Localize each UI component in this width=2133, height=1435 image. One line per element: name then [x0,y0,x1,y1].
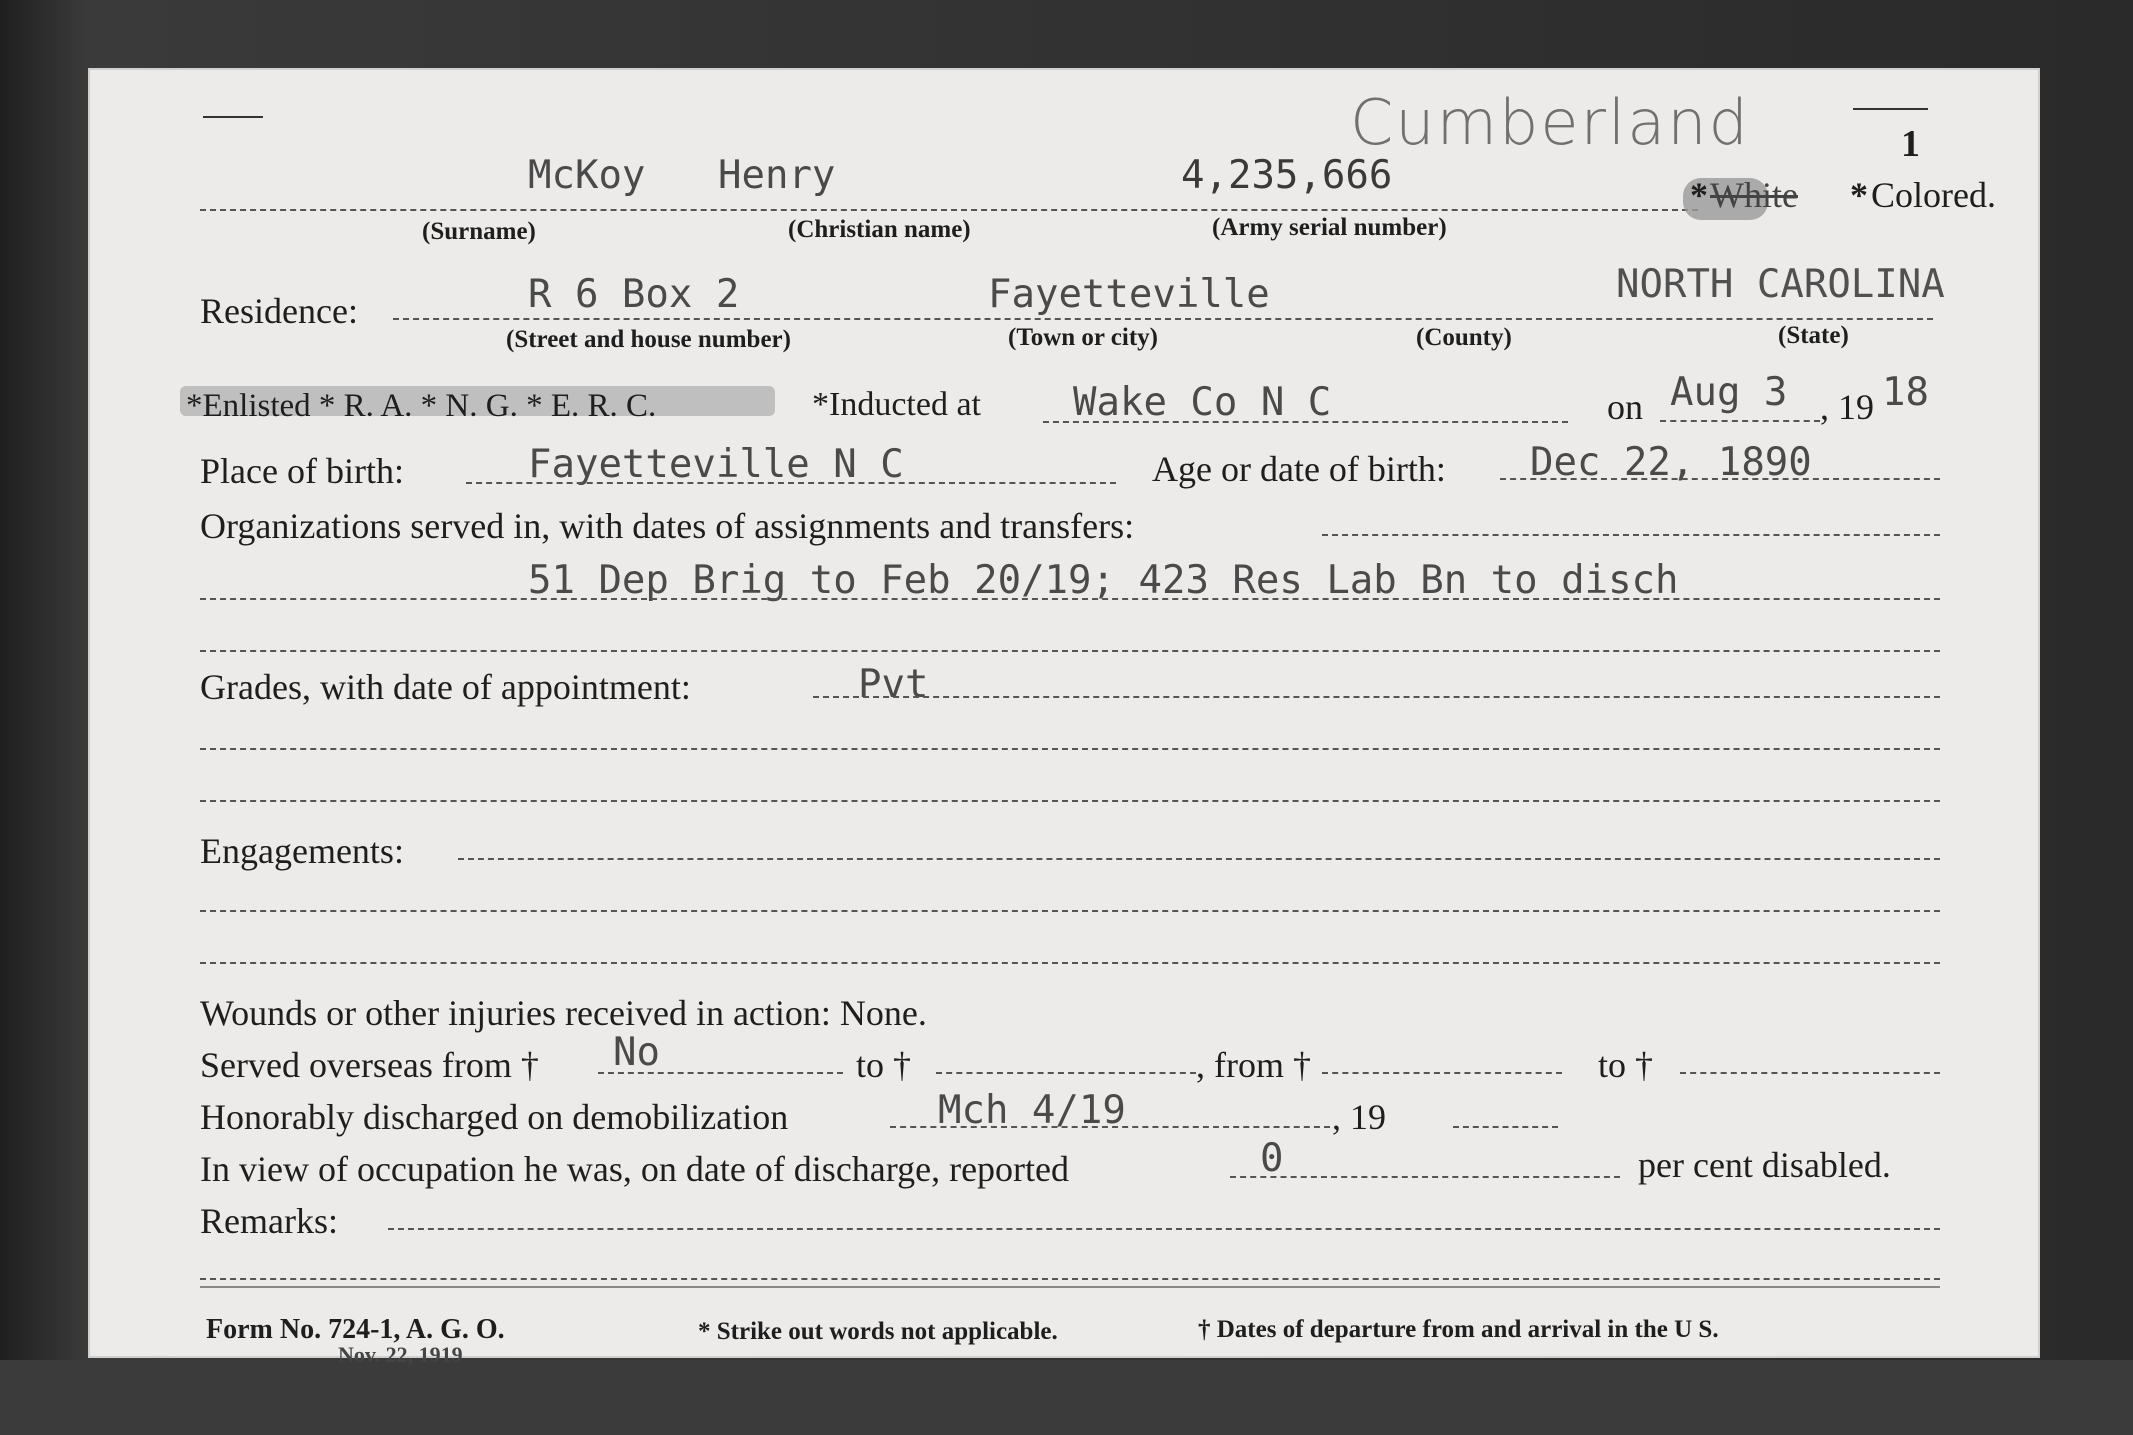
footnote-strike: * Strike out words not applicable. [698,1318,1058,1345]
overseas-from2-line [1322,1072,1562,1074]
overseas-from-value: No [613,1030,660,1075]
remarks-label: Remarks: [200,1201,338,1241]
form-date: Nov. 22, 1919 [338,1342,463,1367]
overseas-from2-label: , from † [1196,1045,1311,1085]
year-prefix: , 19 [1820,387,1874,427]
inducted-at-label: *Inducted at [812,386,981,423]
grades-value: Pvt [858,662,929,707]
name-line [200,209,1698,211]
county-handwritten: Cumberland [1350,86,1750,159]
organizations-value: 51 Dep Brig to Feb 20/19; 423 Res Lab Bn to disch [528,558,1679,603]
overseas-to2-line [1680,1072,1940,1074]
grades-line-3 [200,800,1940,802]
discharge-label: Honorably discharged on demobilization [200,1097,789,1137]
remarks-line-2 [200,1278,1940,1280]
remarks-line-3 [200,1286,1940,1288]
disability-label: In view of occupation he was, on date of discharge, reported [200,1149,1070,1189]
engagements-label: Engagements: [200,831,404,871]
engagements-line-2 [200,910,1940,912]
race-asterisk: * [1690,175,1708,215]
top-left-rule [203,116,263,118]
organizations-line-2 [200,598,1940,600]
induction-date-line [1660,420,1820,422]
disability-suffix: per cent disabled. [1638,1145,1891,1185]
engagements-line-1 [458,858,1940,860]
overseas-to2-label: to † [1598,1045,1654,1085]
scan-bottom-edge [0,1360,2133,1435]
inducted-place-value: Wake Co N C [1073,380,1332,425]
grades-line-1 [813,696,1940,698]
induction-year-value: 18 [1882,370,1929,415]
remarks-line-1 [388,1228,1940,1230]
residence-line [393,318,1933,320]
surname-value: McKoy [528,153,646,198]
place-of-birth-label: Place of birth: [200,451,404,491]
state-caption: (State) [1778,322,1849,349]
disability-value: 0 [1260,1136,1284,1181]
county-caption: (County) [1416,324,1512,351]
residence-street-value: R 6 Box 2 [528,272,740,317]
place-of-birth-value: Fayetteville N C [528,442,904,487]
grades-line-2 [200,748,1940,750]
organizations-label: Organizations served in, with dates of assignments and transfers: [200,506,1135,546]
army-serial-caption: (Army serial number) [1212,214,1447,241]
overseas-from-label: Served overseas from † [200,1045,539,1085]
discharge-line [890,1126,1330,1128]
organizations-line-3 [200,650,1940,652]
top-right-rule [1853,108,1928,110]
wounds-text: Wounds or other injuries received in action: None. [200,993,927,1033]
inducted-line [1043,421,1568,423]
residence-state-value: NORTH CAROLINA [1616,262,1945,307]
residence-town-value: Fayetteville [988,272,1270,317]
overseas-to-line [936,1072,1196,1074]
grades-label: Grades, with date of appointment: [200,667,691,707]
engagements-line-3 [200,962,1940,964]
date-of-birth-label: Age or date of birth: [1152,449,1446,489]
enlisted-options-struck: *Enlisted * R. A. * N. G. * E. R. C. [186,388,657,424]
record-card [88,68,2040,1367]
street-caption: (Street and house number) [506,326,791,353]
surname-caption: (Surname) [422,218,536,245]
overseas-from-line [598,1072,843,1074]
overseas-to-label: to † [856,1045,912,1085]
place-of-birth-line [466,482,1116,484]
footnote-dates: † Dates of departure from and arrival in the U S. [1198,1316,1719,1343]
christian-name-value: Henry [718,153,836,198]
discharge-year-line [1453,1126,1558,1128]
disability-line [1230,1176,1620,1178]
discharge-value: Mch 4/19 [938,1088,1126,1133]
town-caption: (Town or city) [1008,324,1158,351]
card-number: 1 [1901,123,1920,165]
race-white-struck: White [1710,175,1798,215]
date-of-birth-line [1500,478,1940,480]
induction-date-value: Aug 3 [1670,370,1788,415]
form-number: Form No. 724-1, A. G. O. [206,1314,505,1345]
army-serial-value: 4,235,666 [1181,153,1393,198]
race-colored: Colored. [1871,175,1996,215]
organizations-line-1 [1322,534,1940,536]
residence-label: Residence: [200,291,358,331]
race-asterisk-2: * [1850,175,1868,215]
on-label: on [1607,387,1643,427]
discharge-year-label: , 19 [1332,1097,1386,1137]
christian-name-caption: (Christian name) [788,216,971,243]
date-of-birth-value: Dec 22, 1890 [1530,440,1812,485]
